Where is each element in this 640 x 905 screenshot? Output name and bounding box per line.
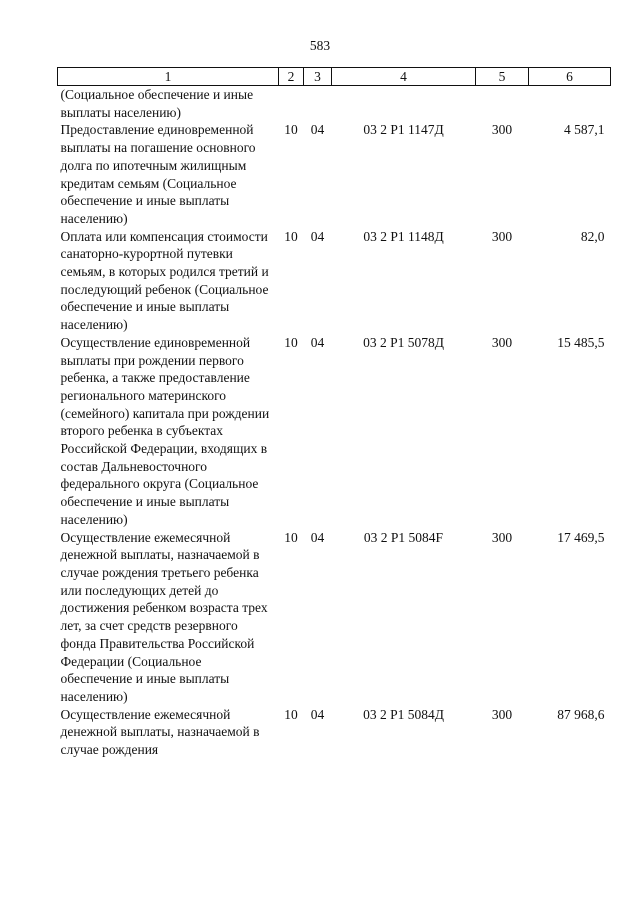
section-code: 10 [284, 228, 298, 244]
expense-type-code: 300 [491, 122, 513, 138]
amount-value [529, 86, 611, 122]
table-row [58, 121, 611, 227]
table-row [58, 228, 611, 334]
expense-name: Осуществление единовременной выплаты при рождении первого ребенка, а также предоставление регионального материнского (семейного) капитала при рождении второго ребенка в субъектах Российской Федерации, входящих в состав Дальневосточного федерального округа (Социальное обеспечение и иные выплаты населению) [60, 334, 270, 527]
target-article-code: 03 2 P1 5084F [363, 529, 444, 545]
subsection-code [304, 86, 332, 122]
subsection-code: 04 [310, 122, 325, 138]
subsection-code: 04 [310, 334, 325, 350]
expense-type-code: 300 [491, 529, 513, 545]
table-row [58, 706, 611, 759]
section-code: 10 [284, 529, 298, 545]
table-row [58, 529, 611, 706]
expense-type-code: 300 [491, 228, 513, 244]
amount-value: 4 587,1 [564, 122, 605, 138]
section-code: 10 [284, 334, 298, 350]
amount-value: 82,0 [580, 228, 605, 244]
target-article-code: 03 2 P1 1147Д [363, 122, 444, 138]
expense-type-code: 300 [491, 334, 513, 350]
amount-value: 87 968,6 [557, 706, 605, 722]
target-article-code: 03 2 P1 5084Д [363, 706, 444, 722]
expense-name: Предоставление единовременной выплаты на погашение основного долга по ипотечным жилищным кредитам семьям (Социальное обеспечение и иные выплаты населению) [60, 122, 256, 226]
target-article-code [332, 86, 476, 122]
table-row [58, 86, 611, 122]
subsection-code: 04 [310, 529, 325, 545]
column-header: 5 [476, 68, 529, 86]
column-header: 1 [58, 68, 279, 86]
subsection-code: 04 [310, 228, 325, 244]
column-header: 4 [332, 68, 476, 86]
expense-name: (Социальное обеспечение и иные выплаты населению) [60, 87, 254, 120]
table-header-row [58, 68, 611, 86]
expense-name: Осуществление ежемесячной денежной выплаты, назначаемой в случае рождения третьего ребенка или последующих детей до достижения ребенком возраста трех лет, за счет средств резервного фонда Правительства Российской Федерации (Социальное обеспечение и иные выплаты населению) [60, 529, 268, 704]
column-header: 6 [529, 68, 611, 86]
budget-table [57, 67, 611, 759]
section-code: 10 [284, 122, 298, 138]
expense-type-code [476, 86, 529, 122]
expense-name: Осуществление ежемесячной денежной выплаты, назначаемой в случае рождения [60, 706, 260, 758]
column-header: 3 [304, 68, 332, 86]
section-code [279, 86, 304, 122]
column-header: 2 [279, 68, 304, 86]
table-row [58, 334, 611, 529]
amount-value: 15 485,5 [557, 334, 605, 350]
subsection-code: 04 [310, 706, 325, 722]
expense-type-code: 300 [491, 706, 513, 722]
target-article-code: 03 2 P1 5078Д [363, 334, 444, 350]
page-number: 583 [309, 38, 331, 53]
target-article-code: 03 2 P1 1148Д [363, 228, 444, 244]
section-code: 10 [284, 706, 298, 722]
expense-name: Оплата или компенсация стоимости санаторно-курортной путевки семьям, в которых родился третий и последующий ребенок (Социальное обеспечение и иные выплаты населению) [60, 228, 269, 333]
amount-value: 17 469,5 [557, 529, 605, 545]
